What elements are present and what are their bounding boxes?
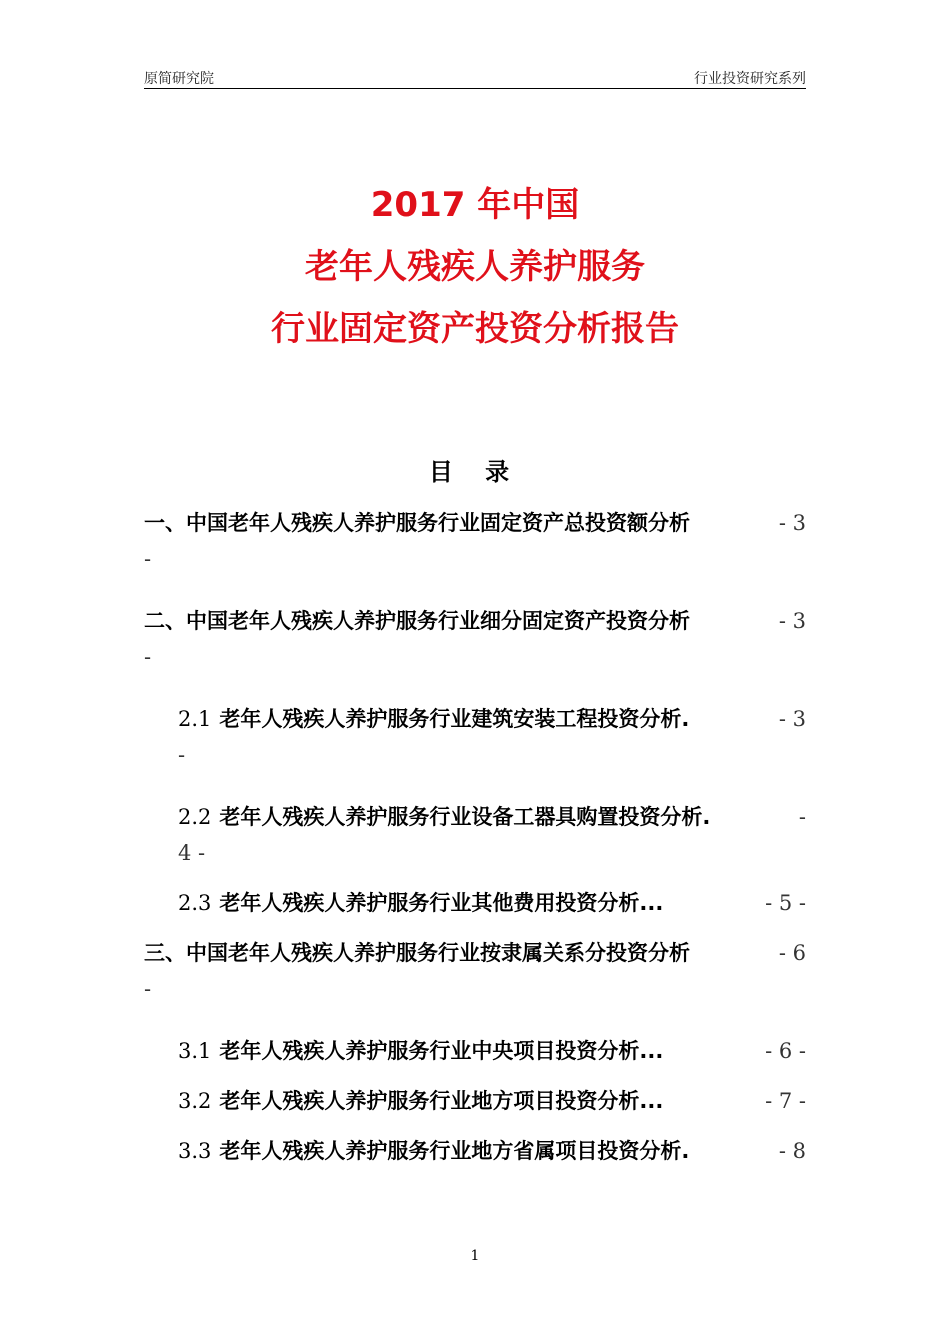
toc-entry-number: 3.1 [178, 1039, 212, 1063]
toc-entry[interactable] [144, 603, 806, 675]
toc-entry[interactable] [144, 1133, 806, 1169]
toc-entry-number: 2.1 [178, 707, 212, 731]
toc-entry-text: 老年人残疾人养护服务行业地方省属项目投资分析. [219, 1139, 690, 1163]
toc-entry-page-cont: 4 - [178, 841, 206, 865]
toc-entry-text: 老年人残疾人养护服务行业中央项目投资分析... [219, 1039, 664, 1063]
table-of-contents [144, 505, 806, 1169]
toc-entry-page: - [798, 805, 806, 829]
toc-entry-page: - 6 [778, 941, 806, 965]
toc-entry-text: 老年人残疾人养护服务行业设备工器具购置投资分析. [219, 805, 711, 829]
toc-entry-number: 2.2 [178, 805, 212, 829]
toc-entry[interactable] [144, 505, 806, 577]
toc-entry-page: - 3 [778, 511, 806, 535]
toc-entry-text: 二、中国老年人残疾人养护服务行业细分固定资产投资分析 [144, 609, 690, 633]
toc-entry[interactable] [144, 1083, 806, 1119]
toc-entry-text: 老年人残疾人养护服务行业建筑安装工程投资分析. [219, 707, 690, 731]
toc-entry[interactable] [144, 701, 806, 773]
title-line-2: 老年人残疾人养护服务 [305, 247, 645, 287]
toc-entry-page-cont: - [144, 547, 152, 571]
toc-entry-page: - 3 [778, 707, 806, 731]
toc-entry[interactable] [144, 799, 806, 871]
title-line-1: 2017 年中国 [370, 185, 580, 225]
toc-entry-number: 3.2 [178, 1089, 212, 1113]
toc-entry[interactable] [144, 885, 806, 921]
toc-entry-text: 一、中国老年人残疾人养护服务行业固定资产总投资额分析 [144, 511, 690, 535]
toc-entry-text: 老年人残疾人养护服务行业地方项目投资分析... [219, 1089, 664, 1113]
toc-entry[interactable] [144, 1033, 806, 1069]
toc-entry-text: 老年人残疾人养护服务行业其他费用投资分析... [219, 891, 664, 915]
toc-entry-page: - 7 - [765, 1089, 806, 1113]
toc-entry-number: 2.3 [178, 891, 212, 915]
toc-entry-number: 3.3 [178, 1139, 212, 1163]
toc-entry-page: - 5 - [765, 891, 806, 915]
toc-heading: 目 录 [428, 458, 522, 486]
toc-entry-page: - 6 - [765, 1039, 806, 1063]
toc-entry[interactable] [144, 935, 806, 1007]
page-header [144, 66, 806, 89]
toc-entry-page-cont: - [144, 645, 152, 669]
title-line-3: 行业固定资产投资分析报告 [271, 309, 679, 349]
header-org: 原简研究院 [144, 71, 214, 87]
toc-entry-page-cont: - [144, 977, 152, 1001]
page-number: 1 [470, 1248, 480, 1264]
header-series: 行业投资研究系列 [694, 71, 806, 87]
toc-entry-text: 三、中国老年人残疾人养护服务行业按隶属关系分投资分析 [144, 941, 690, 965]
toc-entry-page: - 8 [778, 1139, 806, 1163]
toc-entry-page: - 3 [778, 609, 806, 633]
report-title [0, 174, 950, 360]
toc-entry-page-cont: - [178, 743, 186, 767]
